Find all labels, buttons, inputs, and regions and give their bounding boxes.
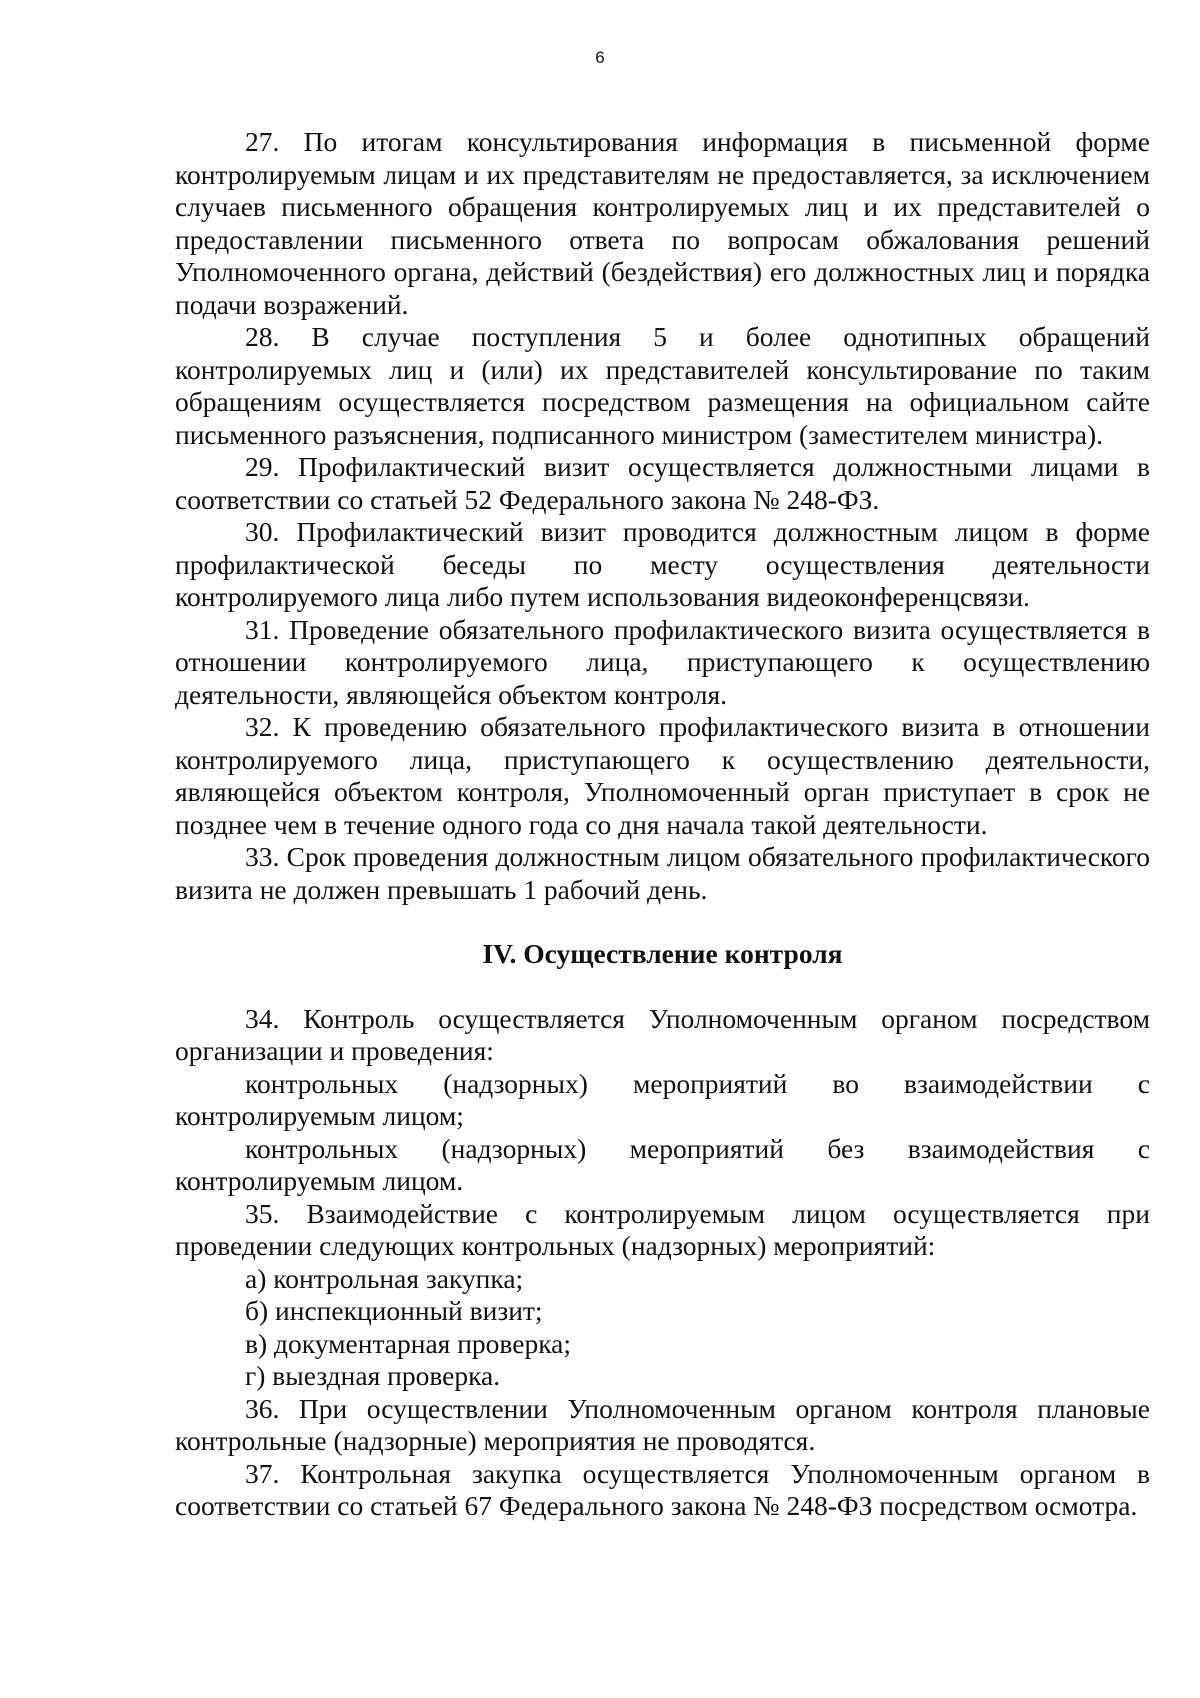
paragraph-36: 36. При осуществлении Уполномоченным органом контроля плановые контрольные (надзорные) мероприятия не проводятся. [175,1392,1150,1456]
paragraph-30: 30. Профилактический визит проводится должностным лицом в форме профилактической беседы по месту осуществления деятельности контролируемого лица либо путем использования видеоконференцсвязи. [175,516,1150,612]
document-body [175,126,1150,1523]
paragraph-34: 34. Контроль осуществляется Уполномоченным органом посредством организации и проведения: [175,1002,1150,1066]
paragraph-29: 29. Профилактический визит осуществляется должностными лицами в соответствии со статьей 52 Федерального закона № 248-ФЗ. [175,451,1150,515]
paragraph-34-item-1: контрольных (надзорных) мероприятий во взаимодействии с контролируемым лицом; [175,1067,1150,1131]
paragraph-33: 33. Срок проведения должностным лицом обязательного профилактического визита не должен превышать 1 рабочий день. [175,841,1150,905]
paragraph-31: 31. Проведение обязательного профилактического визита осуществляется в отношении контролируемого лица, приступающего к осуществлению деятельности, являющейся объектом контроля. [175,613,1150,710]
paragraph-35-item-a: а) контрольная закупка; [245,1262,524,1294]
page-number: 6 [595,48,605,67]
paragraph-28: 28. В случае поступления 5 и более однотипных обращений контролируемых лиц и (или) их представителей консультирование по таким обращениям осуществляется посредством размещения на официальном сайте письменного разъяснения, подписанного министром (заместителем министра). [175,321,1150,450]
paragraph-35-item-v: в) документарная проверка; [245,1327,571,1359]
paragraph-34-item-2: контрольных (надзорных) мероприятий без взаимодействия с контролируемым лицом. [175,1132,1150,1196]
paragraph-32: 32. К проведению обязательного профилактического визита в отношении контролируемого лица, приступающего к осуществлению деятельности, являющейся объектом контроля, Уполномоченный орган приступает в срок не позднее чем в течение одного года со дня начала такой деятельности. [175,711,1150,840]
paragraph-37: 37. Контрольная закупка осуществляется Уполномоченным органом в соответствии со статьей 67 Федерального закона № 248-ФЗ посредством осмотра. [175,1457,1150,1521]
paragraph-35: 35. Взаимодействие с контролируемым лицом осуществляется при проведении следующих контрольных (надзорных) мероприятий: [175,1197,1150,1261]
paragraph-27: 27. По итогам консультирования информация в письменной форме контролируемым лицам и их представителям не предоставляется, за исключением случаев письменного обращения контролируемых лиц и их представителей о предоставлении письменного ответа по вопросам обжалования решений Уполномоченного органа, действий (бездействия) его должностных лиц и порядка подачи возражений. [175,126,1150,320]
paragraph-35-item-g: г) выездная проверка. [245,1360,501,1391]
section-heading: IV. Осуществление контроля [482,938,843,969]
paragraph-35-item-b: б) инспекционный визит; [245,1295,543,1326]
